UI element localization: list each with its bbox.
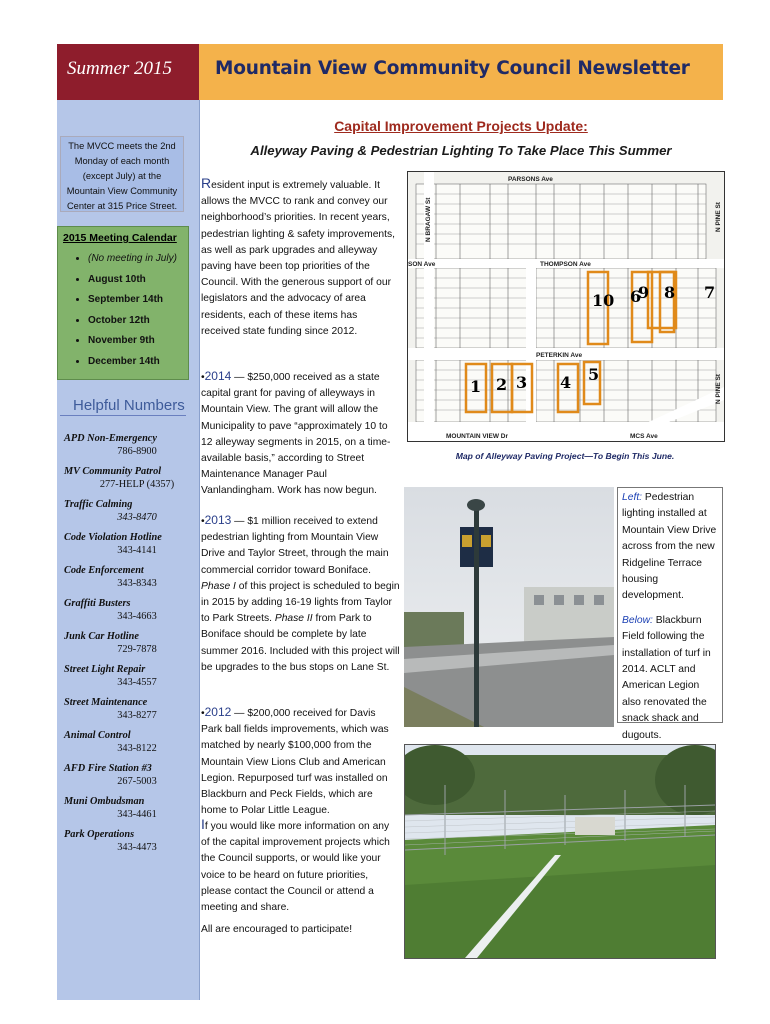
contact-phone: 729-7878 xyxy=(117,644,157,655)
caption-left-label: Left: xyxy=(622,492,643,503)
contact-phone: 343-8122 xyxy=(117,743,157,754)
text-2014: — $250,000 received as a state capital grant for paving of alleyways in Mountain View. The grant will allow the Municipality to pave “approximately 10 to 12 alleyway segments in 2015, on a time-available basis,” according to Street Maintenance Manager Paul Vanlandingham. Work has now begun. xyxy=(201,372,391,497)
closing-line: All are encouraged to participate! xyxy=(201,924,353,935)
contact-item xyxy=(64,465,192,491)
item-2012: •2012 — $200,000 received for Davis Park ball fields improvements, which was matched by nearly $100,000 from the Mountain View Lions Club and American Legion. Repurposed turf was installed on Blackburn and Peck Fields, which are home to Polar Little League. xyxy=(201,705,389,817)
caption-left-text: Pedestrian lighting installed at Mountain View Drive across from the new Ridgeline Terrace housing development. xyxy=(622,492,717,602)
meeting-info-box: The MVCC meets the 2nd Monday of each month (except July) at the Mountain View Community Center at 315 Price Street. xyxy=(60,136,184,212)
calendar-item: • (No meeting in July) xyxy=(88,249,177,270)
contact-name: Graffiti Busters xyxy=(64,598,131,609)
meeting-calendar xyxy=(57,226,189,380)
photo-caption-box xyxy=(617,487,723,741)
info-paragraph xyxy=(201,816,397,916)
calendar-item: • September 14th xyxy=(88,290,177,311)
contact-name: Code Enforcement xyxy=(64,565,144,576)
contact-item xyxy=(64,828,192,854)
contact-item xyxy=(64,630,192,656)
contact-item xyxy=(64,597,192,623)
year-2013: 2013 xyxy=(204,513,232,527)
map-label-son: SON Ave xyxy=(408,261,436,268)
contact-item xyxy=(64,531,192,557)
newsletter-title: Mountain View Community Council Newsletter xyxy=(215,58,690,79)
drop-letter: R xyxy=(201,175,212,191)
map-label-parsons: PARSONS Ave xyxy=(508,176,553,183)
section-title: Capital Improvement Projects Update: xyxy=(334,118,588,134)
section-subtitle: Alleyway Paving & Pedestrian Lighting To Take Place This Summer xyxy=(250,143,672,158)
map-label-n-pine-2: N PINE St xyxy=(715,374,722,404)
contact-name: Park Operations xyxy=(64,829,135,840)
info-text: f you would like more information on any of the capital improvement projects which the Council supports, or would like your voice to be heard on future priorities, please contact the Council or attend a meeting and share. xyxy=(201,821,390,914)
contact-name: Junk Car Hotline xyxy=(64,631,139,642)
contact-item xyxy=(64,795,192,821)
phase-1: Phase I xyxy=(201,580,236,592)
text-2013c: from Park to Boniface should be complete by late summer 2016. Included with this project will be upgrades to the bus stops on Lane St. xyxy=(201,613,400,673)
alleyway-map xyxy=(407,171,725,442)
contact-name: Animal Control xyxy=(64,730,131,741)
map-label-peterkin: PETERKIN Ave xyxy=(536,352,583,359)
contact-item xyxy=(64,762,192,788)
item-2014: •2014 — $250,000 received as a state capital grant for paving of alleyways in Mountain View. The grant will allow the Municipality to pave “approximately 10 to 12 alleyway segments in 2015, on a time-available basis,” according to Street Maintenance Manager Paul Vanlandingham. Work has now begun. xyxy=(201,369,391,497)
contact-item xyxy=(64,498,192,524)
intro-paragraph xyxy=(201,175,397,340)
contact-item xyxy=(64,729,192,755)
year-2012: 2012 xyxy=(204,705,232,719)
contact-phone: 786-8900 xyxy=(117,446,157,457)
map-label-n-bragaw: N BRAGAW St xyxy=(425,197,432,242)
map-label-mountain-view: MOUNTAIN VIEW Dr xyxy=(446,433,508,440)
item-2013: •2013 — $1 million received to extend pedestrian lighting from Mountain View Drive and Taylor Street, through the main commercial corridor toward Boniface. Phase I of this project is scheduled to begin in 2015 by adding 16-19 lights from Taylor to Park Streets. Phase II from Park to Boniface should be complete by late summer 2016. Included with this project will be upgrades to the bus stops on Lane St. xyxy=(201,513,400,673)
contact-item xyxy=(64,696,192,722)
contact-name: AFD Fire Station #3 xyxy=(64,763,152,774)
map-label-thompson: THOMPSON Ave xyxy=(540,261,591,268)
map-number: 2 xyxy=(496,375,508,394)
contact-name: Muni Ombudsman xyxy=(64,796,145,807)
map-label-mcs: MCS Ave xyxy=(630,433,658,440)
contact-phone: 343-4473 xyxy=(117,842,157,853)
text-2013a: — $1 million received to extend pedestrian lighting from Mountain View Drive and Taylor Street, through the main commercial corridor toward Boniface. xyxy=(201,516,389,576)
title-banner xyxy=(199,44,723,100)
calendar-item: • November 9th xyxy=(88,331,177,352)
map-label-n-pine: N PINE St xyxy=(715,202,722,232)
contact-name: Traffic Calming xyxy=(64,499,133,510)
divider xyxy=(60,415,186,416)
map-number: 3 xyxy=(516,373,528,392)
contact-phone: 277-HELP (4357) xyxy=(99,479,175,490)
contact-phone: 343-8343 xyxy=(117,578,157,589)
calendar-list xyxy=(58,249,177,372)
contact-phone: 343-4557 xyxy=(117,677,157,688)
caption-below-label: Below: xyxy=(622,614,653,626)
contact-phone: 343-8470 xyxy=(117,512,157,523)
calendar-item: • December 14th xyxy=(88,352,177,373)
map-number: 8 xyxy=(664,283,676,302)
calendar-item: • October 12th xyxy=(88,311,177,332)
contact-name: MV Community Patrol xyxy=(64,466,162,477)
contact-item xyxy=(64,432,192,458)
map-number: 1 xyxy=(470,377,482,396)
contact-phone: 343-8277 xyxy=(117,710,157,721)
intro-text: esident input is extremely valuable. It allows the MVCC to rank and convey our neighborhood’s priorities. In recent years, pedestrian lighting & safety improvements, as well as park upgrades and alleyway paving have been top priorities of the Council. With the generous support of our legislators and the advocacy of area residents, each of these items has received state funding since 2012. xyxy=(201,180,396,337)
map-number: 6 xyxy=(630,287,642,306)
helpful-numbers-title: Helpful Numbers xyxy=(73,397,185,414)
contact-phone: 343-4663 xyxy=(117,611,157,622)
contact-name: APD Non-Emergency xyxy=(64,433,157,444)
contact-phone: 343-4141 xyxy=(117,545,157,556)
map-caption: Map of Alleyway Paving Project—To Begin This June. xyxy=(455,451,675,461)
drop-letter: I xyxy=(201,816,205,832)
map-number: 9 xyxy=(638,283,650,302)
contact-name: Street Maintenance xyxy=(64,697,148,708)
map-number: 10 xyxy=(592,291,615,310)
contact-list xyxy=(64,432,192,861)
caption-below-text: Blackburn Field following the installation of turf in 2014. ACLT and American Legion also renovated the snack shack and dugouts. xyxy=(622,614,711,741)
contact-name: Street Light Repair xyxy=(64,664,146,675)
streetlight-photo xyxy=(404,487,614,727)
calendar-item: • August 10th xyxy=(88,270,177,291)
contact-name: Code Violation Hotline xyxy=(64,532,162,543)
contact-phone: 343-4461 xyxy=(117,809,157,820)
contact-item xyxy=(64,564,192,590)
text-2013b: of this project is scheduled to begin in 2015 by adding 16-19 lights from Taylor to Park Streets. xyxy=(201,580,400,625)
contact-phone: 267-5003 xyxy=(117,776,157,787)
phase-2: Phase II xyxy=(274,613,313,625)
text-2012: — $200,000 received for Davis Park ball fields improvements, which was matched by nearly $100,000 from the Mountain View Lions Club and American Legion. Repurposed turf was installed on Blackburn and Peck Fields, which are home to Polar Little League. xyxy=(201,708,389,817)
map-number: 7 xyxy=(704,283,716,302)
season-label: Summer 2015 xyxy=(67,58,173,79)
ballfield-photo xyxy=(404,744,716,959)
map-number: 4 xyxy=(560,373,572,392)
season-banner xyxy=(57,44,199,100)
map-number: 5 xyxy=(588,365,600,384)
year-2014: 2014 xyxy=(204,369,232,383)
contact-item xyxy=(64,663,192,689)
calendar-title: 2015 Meeting Calendar xyxy=(63,232,177,244)
